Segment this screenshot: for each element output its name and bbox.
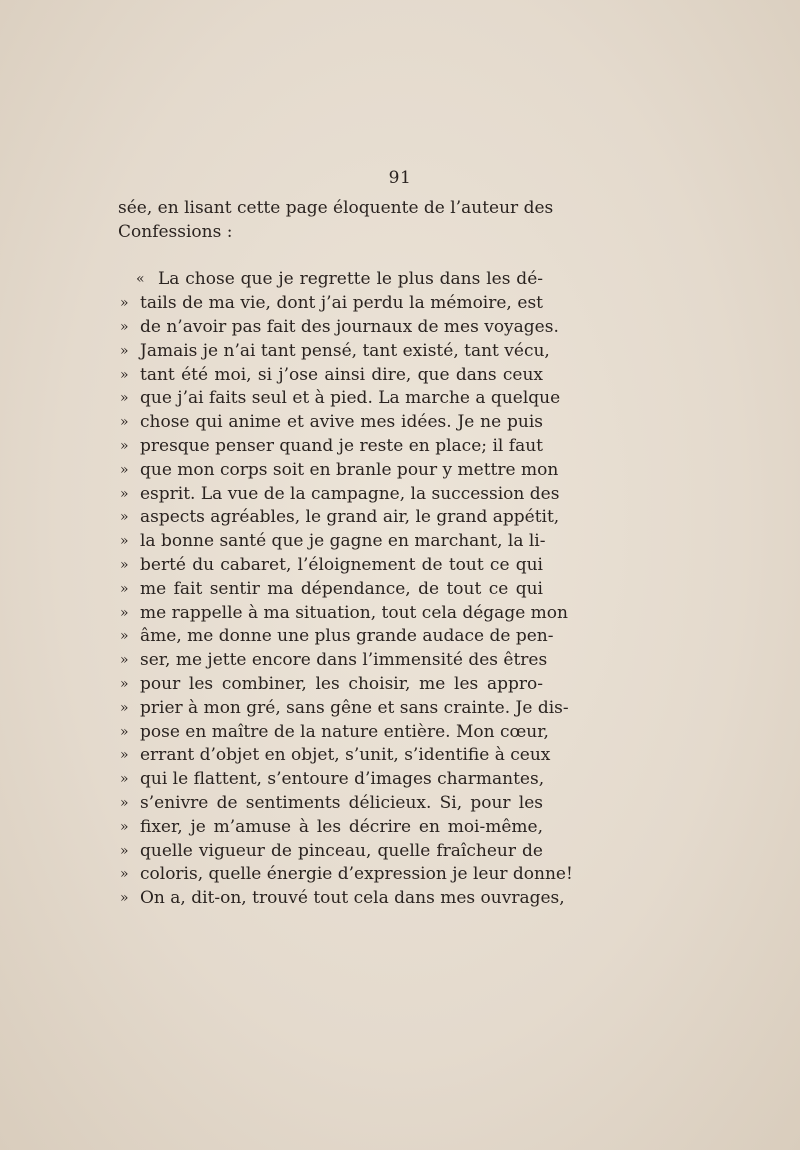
quote-text: La chose que je regrette le plus dans les dé- (158, 269, 543, 290)
quote-line (118, 625, 554, 649)
quote-line (118, 506, 560, 530)
quote-text: s’enivre de sentiments délicieux. Si, pour les (140, 792, 543, 813)
paragraph-gap (118, 245, 543, 269)
guillemet-mark: » (120, 509, 129, 526)
quote-text: qui le flattent, s’entoure d’images charmantes, (140, 769, 545, 790)
guillemet-mark: » (120, 866, 129, 883)
quote-text: esprit. La vue de la campagne, la succession des (140, 483, 560, 504)
guillemet-mark: » (120, 818, 129, 835)
quote-text: que j’ai faits seul et à pied. La marche a quelque (140, 388, 561, 409)
intro-line: sée, en lisant cette page éloquente de l’auteur des (118, 198, 554, 218)
quote-text: fixer, je m’amuse à les décrire en moi-même, (140, 816, 543, 837)
quote-line (118, 268, 543, 292)
quote-line (118, 697, 569, 721)
guillemet-mark: » (120, 414, 129, 431)
quote-line (118, 602, 568, 626)
quote-text: que mon corps soit en branle pour y mettre mon (140, 459, 559, 480)
quote-text: chose qui anime et avive mes idées. Je ne puis (140, 412, 543, 433)
quote-line (118, 340, 550, 364)
body-text (118, 197, 573, 911)
quote-line (118, 364, 543, 388)
guillemet-mark: » (120, 390, 129, 407)
quote-text: berté du cabaret, l’éloignement de tout ce qui (140, 554, 543, 575)
page-number: 91 (388, 168, 412, 188)
quote-line (118, 459, 559, 483)
guillemet-mark: « (136, 271, 145, 288)
quote-line (118, 768, 543, 792)
guillemet-mark: » (120, 723, 129, 740)
guillemet-mark: » (120, 771, 129, 788)
quote-text: me rappelle à ma situation, tout cela dégage mon (140, 602, 568, 623)
quote-text: presque penser quand je reste en place; il faut (140, 435, 543, 456)
quote-text: me fait sentir ma dépendance, de tout ce qui (140, 578, 543, 599)
quote-text: On a, dit-on, trouvé tout cela dans mes ouvrages, (140, 888, 565, 909)
quote-line (118, 578, 543, 602)
guillemet-mark: » (120, 604, 129, 621)
quote-line (118, 887, 565, 911)
quote-line (118, 721, 549, 745)
quote-text: prier à mon gré, sans gêne et sans crainte. Je dis- (140, 697, 569, 718)
quote-line (118, 411, 543, 435)
guillemet-mark: » (120, 461, 129, 478)
quote-line (118, 792, 543, 816)
guillemet-mark: » (120, 842, 129, 859)
quote-text: pose en maître de la nature entière. Mon cœur, (140, 721, 549, 742)
quote-text: quelle vigueur de pinceau, quelle fraîcheur de (140, 840, 543, 861)
quote-line (118, 673, 543, 697)
quote-line (118, 649, 548, 673)
guillemet-mark: » (120, 533, 129, 550)
guillemet-mark: » (120, 437, 129, 454)
guillemet-mark: » (120, 699, 129, 716)
quote-line (118, 316, 559, 340)
quote-text: tails de ma vie, dont j’ai perdu la mémoire, est (140, 293, 543, 314)
guillemet-mark: » (120, 295, 129, 312)
quote-line (118, 530, 546, 554)
quote-text: pour les combiner, les choisir, me les appro- (140, 673, 543, 694)
guillemet-mark: » (120, 556, 129, 573)
quote-line (118, 863, 573, 887)
quote-line (118, 435, 543, 459)
quote-text: la bonne santé que je gagne en marchant, la li- (140, 531, 546, 552)
quote-text: tant été moi, si j’ose ainsi dire, que dans ceux (140, 364, 543, 385)
quote-line (118, 387, 561, 411)
guillemet-mark: » (120, 747, 129, 764)
quote-line (118, 816, 543, 840)
guillemet-mark: » (120, 485, 129, 502)
guillemet-mark: » (120, 628, 129, 645)
guillemet-mark: » (120, 342, 129, 359)
guillemet-mark: » (120, 890, 129, 907)
quote-text: ser, me jette encore dans l’immensité des êtres (140, 650, 548, 671)
quote-text: de n’avoir pas fait des journaux de mes voyages. (140, 316, 559, 337)
quote-line (118, 483, 560, 507)
quote-text: âme, me donne une plus grande audace de pen- (140, 626, 554, 647)
guillemet-mark: » (120, 652, 129, 669)
guillemet-mark: » (120, 675, 129, 692)
quote-line (118, 840, 543, 864)
quotation (118, 268, 573, 911)
quote-line (118, 744, 551, 768)
quote-text: aspects agréables, le grand air, le grand appétit, (140, 507, 560, 528)
guillemet-mark: » (120, 794, 129, 811)
quote-text: coloris, quelle énergie d’expression je leur donne! (140, 864, 573, 885)
guillemet-mark: » (120, 318, 129, 335)
quote-line (118, 554, 543, 578)
quote-line (118, 292, 543, 316)
guillemet-mark: » (120, 366, 129, 383)
guillemet-mark: » (120, 580, 129, 597)
quote-text: errant d’objet en objet, s’unit, s’identifie à ceux (140, 745, 551, 766)
intro-line: Confessions : (118, 221, 233, 242)
quote-text: Jamais je n’ai tant pensé, tant existé, tant vécu, (140, 340, 550, 361)
